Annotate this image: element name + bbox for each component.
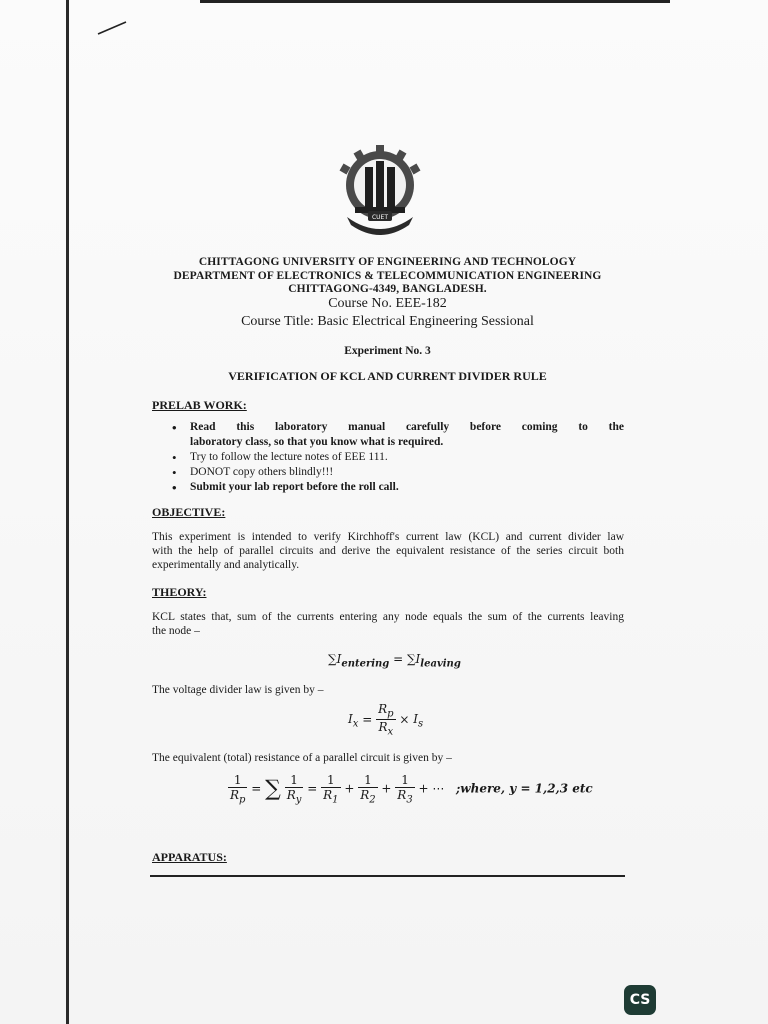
- course-number: Course No. EEE-182: [328, 296, 447, 311]
- logo-text: CUET: [371, 214, 389, 221]
- list-item: • DONOT copy others blindly!!!: [172, 465, 624, 480]
- university-logo: [335, 143, 425, 243]
- address: CHITTAGONG-4349, BANGLADESH.: [288, 283, 487, 295]
- course-title: Course Title: Basic Electrical Engineering Sessional: [241, 314, 534, 329]
- equivalent-resistance-text: The equivalent (total) resistance of a parallel circuit is given by –: [152, 752, 452, 764]
- apparatus-heading: APPARATUS:: [152, 850, 227, 864]
- kcl-statement: KCL states that, sum of the currents entering any node equals the sum of the currents leaving the node –: [152, 611, 624, 637]
- parallel-resistance-equation: $\frac{1}{R_p}$ = ∑ $\frac{1}{R_y}$ = $\frac{1}{R_1}$ + $\frac{1}{R_2}$ + $\frac{1}{R_3}$ + ⋯ ;where, y = 1,2,3 etc: [230, 773, 593, 806]
- department-name: DEPARTMENT OF ELECTRONICS & TELECOMMUNICATION ENGINEERING: [173, 270, 602, 282]
- experiment-number: Experiment No. 3: [344, 345, 431, 357]
- page-left-edge: [66, 0, 69, 1024]
- prelab-heading: PRELAB WORK:: [152, 398, 247, 412]
- theory-heading: THEORY:: [152, 585, 207, 599]
- pen-mark: [96, 20, 128, 36]
- university-name: CHITTAGONG UNIVERSITY OF ENGINEERING AND TECHNOLOGY: [198, 256, 577, 268]
- camscanner-badge[interactable]: CS: [624, 985, 656, 1015]
- prelab-list: [172, 420, 624, 495]
- divider-line: [150, 875, 625, 877]
- list-item: • Read this laboratory manual carefully before coming to the laboratory class, so that you know what is required.: [172, 420, 624, 450]
- current-divider-equation: $I_x$ = $\frac{R_p}{R_x}$ × $I_s$: [348, 702, 424, 738]
- experiment-title: VERIFICATION OF KCL AND CURRENT DIVIDER RULE: [228, 369, 547, 383]
- objective-text: This experiment is intended to verify Kirchhoff's current law (KCL) and current divider law with the help of parallel circuits and derive the equivalent resistance of the series circuit both experimentally and analytically.: [152, 531, 624, 571]
- list-item: • Try to follow the lecture notes of EEE 111.: [172, 450, 624, 465]
- list-item: • Submit your lab report before the roll call.: [172, 480, 624, 495]
- page-top-edge: [200, 0, 670, 3]
- divider-law-text: The voltage divider law is given by –: [152, 684, 324, 696]
- objective-heading: OBJECTIVE:: [152, 505, 226, 519]
- kcl-equation: $\sum I_{entering} = \sum I_{leaving}$: [328, 652, 461, 670]
